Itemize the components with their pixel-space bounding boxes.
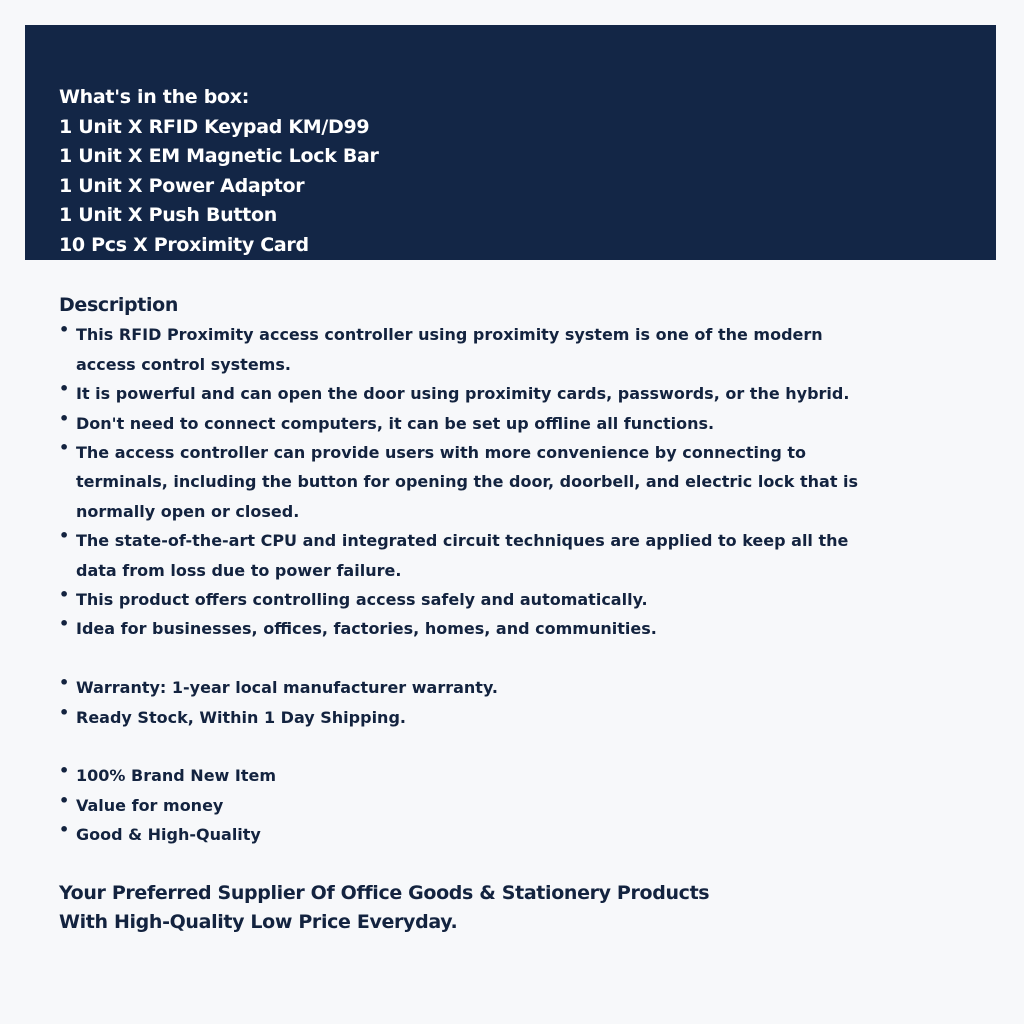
bullet-text: The access controller can provide users with more convenience by connecting to terminals, including the button for opening the door, doorbell, and electric lock that is normally open or closed.	[76, 443, 859, 521]
bullet-dot: •	[59, 585, 70, 605]
bullet-dot: •	[59, 526, 70, 546]
description-bullet	[59, 438, 979, 526]
bullet-text: Idea for businesses, offices, factories, homes, and communities.	[76, 619, 657, 639]
description-section	[59, 291, 979, 938]
box-item: 1 Unit X Push Button	[59, 204, 277, 226]
box-title: What's in the box:	[59, 86, 249, 108]
spacer	[59, 644, 979, 673]
description-bullet	[59, 320, 979, 379]
bullet-text: Warranty: 1-year local manufacturer warranty.	[76, 678, 498, 698]
bullet-dot: •	[59, 702, 70, 722]
bullet-dot: •	[59, 790, 70, 810]
bullet-text: Ready Stock, Within 1 Day Shipping.	[76, 707, 406, 727]
bullet-text: This RFID Proximity access controller using proximity system is one of the modern access control systems.	[76, 325, 823, 374]
bullet-text: The state-of-the-art CPU and integrated circuit techniques are applied to keep all the data from loss due to power failure.	[76, 531, 849, 580]
feature-bullet	[59, 820, 979, 849]
bullet-dot: •	[59, 379, 70, 399]
description-bullet	[59, 379, 979, 408]
bullet-text: This product offers controlling access safely and automatically.	[76, 590, 648, 610]
whats-in-the-box-panel	[25, 25, 996, 260]
description-bullet	[59, 585, 979, 614]
bullet-text: Value for money	[76, 795, 224, 815]
bullet-text: Don't need to connect computers, it can be set up offline all functions.	[76, 413, 715, 433]
bullet-dot: •	[59, 761, 70, 781]
spacer	[59, 850, 979, 879]
bullet-text: It is powerful and can open the door using proximity cards, passwords, or the hybrid.	[76, 384, 850, 404]
box-item: 1 Unit X EM Magnetic Lock Bar	[59, 145, 379, 167]
bullet-dot: •	[59, 673, 70, 693]
spacer	[59, 732, 979, 761]
description-bullet	[59, 614, 979, 643]
footer-tagline-line1: Your Preferred Supplier Of Office Goods & Stationery Products	[59, 882, 710, 905]
description-heading: Description	[59, 294, 179, 316]
box-item: 10 Pcs X Proximity Card	[59, 233, 309, 256]
bullet-text: Good & High-Quality	[76, 825, 261, 845]
feature-bullet	[59, 791, 979, 820]
description-bullet	[59, 409, 979, 438]
bullet-text: 100% Brand New Item	[76, 766, 277, 786]
feature-bullet	[59, 761, 979, 790]
bullet-dot: •	[59, 320, 70, 340]
box-item: 1 Unit X Power Adaptor	[59, 174, 305, 197]
bullet-dot: •	[59, 408, 70, 428]
bullet-dot: •	[59, 614, 70, 634]
bullet-dot: •	[59, 820, 70, 840]
shipping-bullet	[59, 703, 979, 732]
footer-tagline-line2: With High-Quality Low Price Everyday.	[59, 911, 458, 934]
bullet-dot: •	[59, 438, 70, 458]
description-bullet	[59, 526, 979, 585]
box-item: 1 Unit X RFID Keypad KM/D99	[59, 115, 370, 138]
warranty-bullet	[59, 673, 979, 702]
